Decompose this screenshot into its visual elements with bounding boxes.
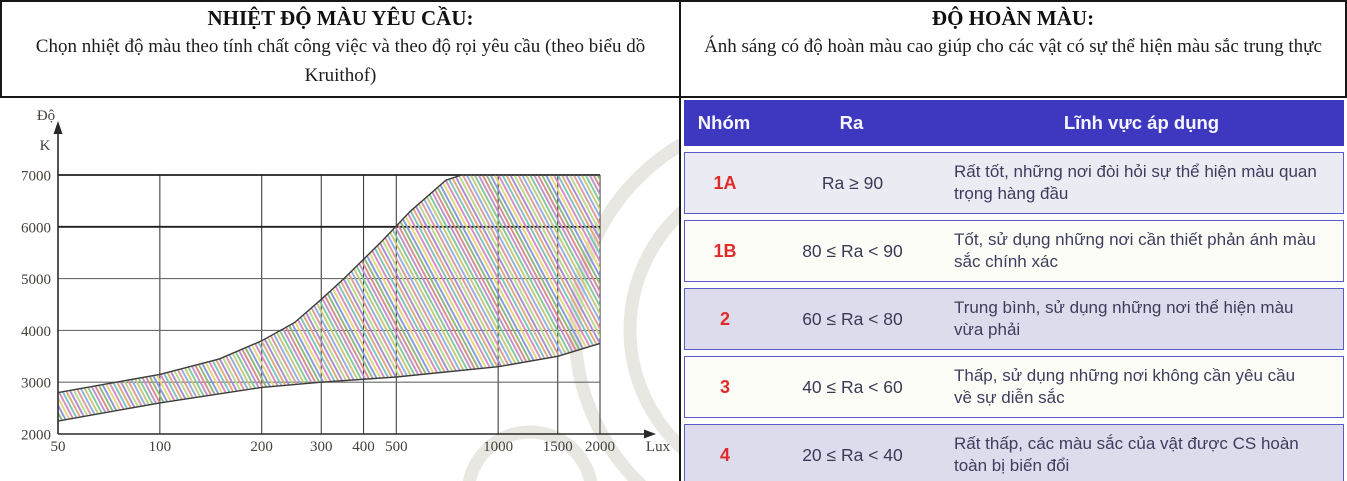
svg-text:300: 300 — [310, 439, 333, 455]
left-panel-description: Chọn nhiệt độ màu theo tính chất công việc và theo độ rọi yêu cầu (theo biểu dồ Kruithof) — [35, 36, 646, 86]
group-badge: 3 — [719, 376, 730, 397]
comfort-band — [58, 175, 600, 421]
svg-text:4000: 4000 — [21, 323, 51, 340]
ra-range: 40 ≤ Ra < 60 — [802, 376, 903, 397]
group-badge: 2 — [719, 308, 730, 329]
kruithof-chart-panel — [0, 98, 681, 481]
x-axis-unit-label: Lux — [645, 439, 671, 455]
body-row — [0, 98, 1347, 481]
svg-text:6000: 6000 — [21, 220, 51, 237]
left-panel-title: NHIỆT ĐỘ MÀU YÊU CẦU: — [207, 6, 474, 30]
ra-table-header — [684, 100, 1344, 146]
table-row — [684, 424, 1344, 481]
svg-text:5000: 5000 — [21, 272, 51, 289]
right-panel-description: Ánh sáng có độ hoàn màu cao giúp cho các vật có sự thể hiện màu sắc trung thực — [704, 36, 1322, 57]
application-text: Rất tốt, những nơi đòi hỏi sự thể hiện màu quan trọng hàng đầu — [954, 161, 1317, 203]
svg-text:1500: 1500 — [542, 439, 573, 455]
application-text: Thấp, sử dụng những nơi không cần yêu cầu về sự diễn sắc — [954, 365, 1296, 407]
ra-table — [684, 100, 1344, 481]
ra-table-rows — [684, 152, 1344, 481]
ra-range: 80 ≤ Ra < 90 — [802, 240, 903, 261]
application-text: Rất thấp, các màu sắc của vật được CS hoàn toàn bị biến đổi — [954, 433, 1299, 475]
table-row — [684, 152, 1344, 214]
application-text: Tốt, sử dụng những nơi cần thiết phản ánh màu sắc chính xác — [954, 229, 1316, 271]
group-badge: 4 — [719, 444, 730, 465]
column-header-nhom: Nhóm — [697, 112, 751, 133]
svg-text:1000: 1000 — [483, 439, 514, 455]
table-row — [684, 356, 1344, 418]
ra-range: 20 ≤ Ra < 40 — [802, 444, 903, 465]
svg-text:200: 200 — [250, 439, 273, 455]
ra-table-panel — [681, 98, 1347, 481]
column-header-ra: Ra — [839, 112, 864, 133]
ra-range: 60 ≤ Ra < 80 — [802, 308, 903, 329]
ra-range: Ra ≥ 90 — [821, 172, 884, 193]
left-header-cell — [0, 2, 681, 96]
svg-text:2000: 2000 — [585, 439, 615, 455]
svg-text:2000: 2000 — [21, 427, 51, 444]
group-badge: 1B — [713, 240, 737, 261]
application-text: Trung bình, sử dụng những nơi thể hiện màu vừa phải — [954, 297, 1294, 339]
header-row — [0, 0, 1347, 98]
right-panel-title: ĐỘ HOÀN MÀU: — [931, 6, 1095, 30]
svg-text:500: 500 — [385, 439, 408, 455]
svg-text:100: 100 — [148, 439, 172, 455]
group-badge: 1A — [713, 172, 737, 193]
kruithof-chart — [0, 98, 679, 481]
right-header-cell — [681, 2, 1347, 96]
svg-text:50: 50 — [50, 439, 66, 455]
table-row — [684, 288, 1344, 350]
y-axis-unit-label: Độ — [36, 108, 56, 124]
column-header-linhvuc: Lĩnh vực áp dụng — [1063, 112, 1220, 133]
svg-text:7000: 7000 — [21, 168, 51, 185]
svg-text:3000: 3000 — [21, 375, 51, 392]
table-row — [684, 220, 1344, 282]
svg-text:K: K — [39, 138, 51, 154]
svg-text:400: 400 — [352, 439, 375, 455]
